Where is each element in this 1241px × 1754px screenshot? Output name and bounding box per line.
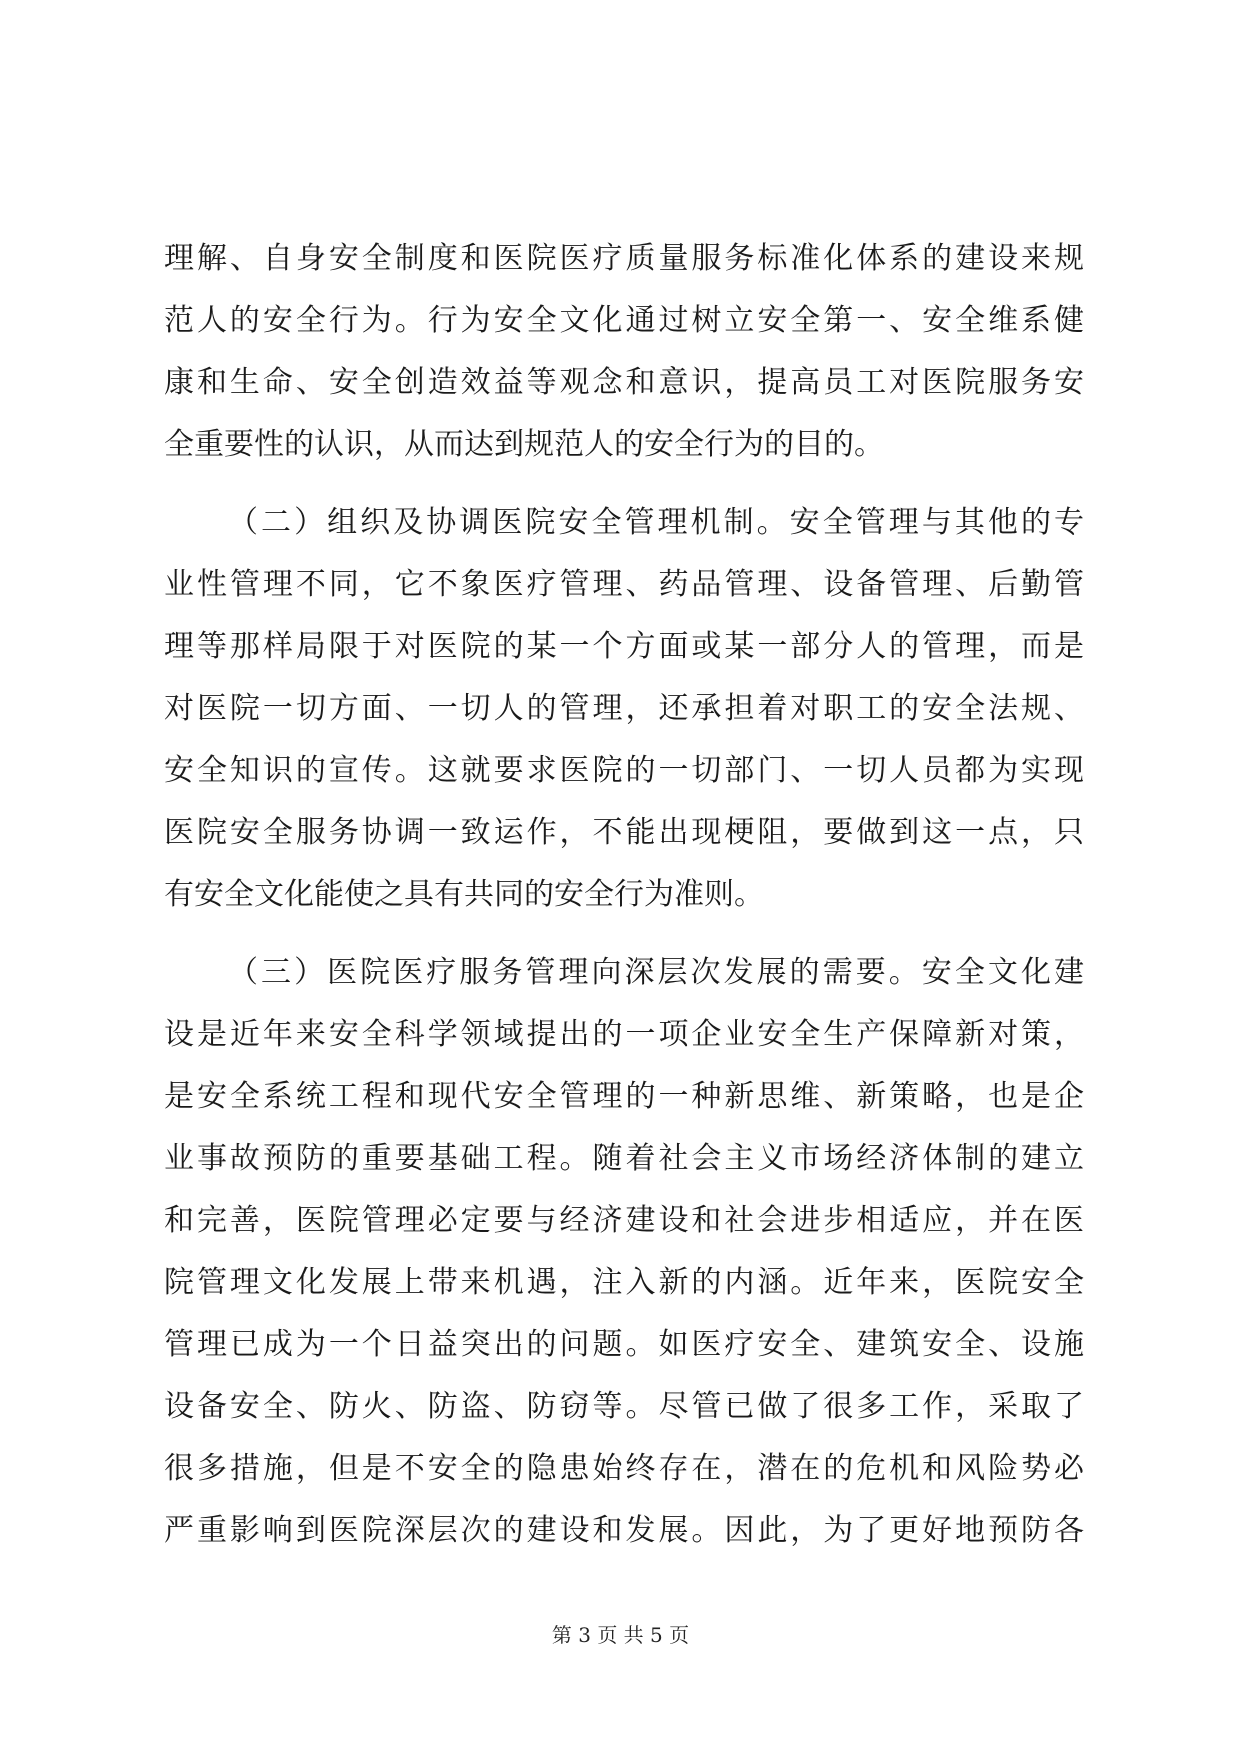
document-body: [164, 228, 1084, 1562]
paragraph-spacer: [164, 926, 1084, 942]
text-line: 对医院一切方面、一切人的管理，还承担着对职工的安全法规、: [164, 691, 1084, 726]
text-line: 管理已成为一个日益突出的问题。如医疗安全、建筑安全、设施: [164, 1327, 1084, 1362]
text-line: 范人的安全行为。行为安全文化通过树立安全第一、安全维系健: [164, 303, 1084, 338]
text-line: 很多措施，但是不安全的隐患始终存在，潜在的危机和风险势必: [164, 1451, 1084, 1486]
page-number-footer: 第 3 页 共 5 页: [551, 1623, 690, 1647]
paragraph-spacer: [164, 476, 1084, 492]
text-line: 安全知识的宣传。这就要求医院的一切部门、一切人员都为实现: [164, 753, 1084, 788]
paragraph-1: [164, 228, 1084, 476]
text-line: 设备安全、防火、防盗、防窃等。尽管已做了很多工作，采取了: [164, 1389, 1084, 1424]
text-line: 设是近年来安全科学领域提出的一项企业安全生产保障新对策，: [164, 1017, 1084, 1052]
text-line: 院管理文化发展上带来机遇，注入新的内涵。近年来，医院安全: [164, 1265, 1084, 1300]
text-line: 业事故预防的重要基础工程。随着社会主义市场经济体制的建立: [164, 1141, 1084, 1176]
text-line: 业性管理不同，它不象医疗管理、药品管理、设备管理、后勤管: [164, 567, 1084, 602]
text-line: 医院安全服务协调一致运作，不能出现梗阻，要做到这一点，只: [164, 815, 1084, 850]
text-line: （二）组织及协调医院安全管理机制。安全管理与其他的专: [228, 505, 1084, 540]
text-line: 理解、自身安全制度和医院医疗质量服务标准化体系的建设来规: [164, 241, 1084, 276]
paragraph-3: [164, 942, 1084, 1562]
text-line: 和完善，医院管理必定要与经济建设和社会进步相适应，并在医: [164, 1203, 1084, 1238]
paragraph-2: [164, 492, 1084, 926]
text-line: 康和生命、安全创造效益等观念和意识，提高员工对医院服务安: [164, 365, 1084, 400]
text-line: 严重影响到医院深层次的建设和发展。因此，为了更好地预防各: [164, 1513, 1084, 1548]
text-line: 全重要性的认识，从而达到规范人的安全行为的目的。: [164, 427, 884, 462]
text-line: 理等那样局限于对医院的某一个方面或某一部分人的管理，而是: [164, 629, 1084, 664]
text-line: 是安全系统工程和现代安全管理的一种新思维、新策略，也是企: [164, 1079, 1084, 1114]
text-line: （三）医院医疗服务管理向深层次发展的需要。安全文化建: [228, 955, 1084, 990]
text-line: 有安全文化能使之具有共同的安全行为准则。: [164, 877, 764, 912]
